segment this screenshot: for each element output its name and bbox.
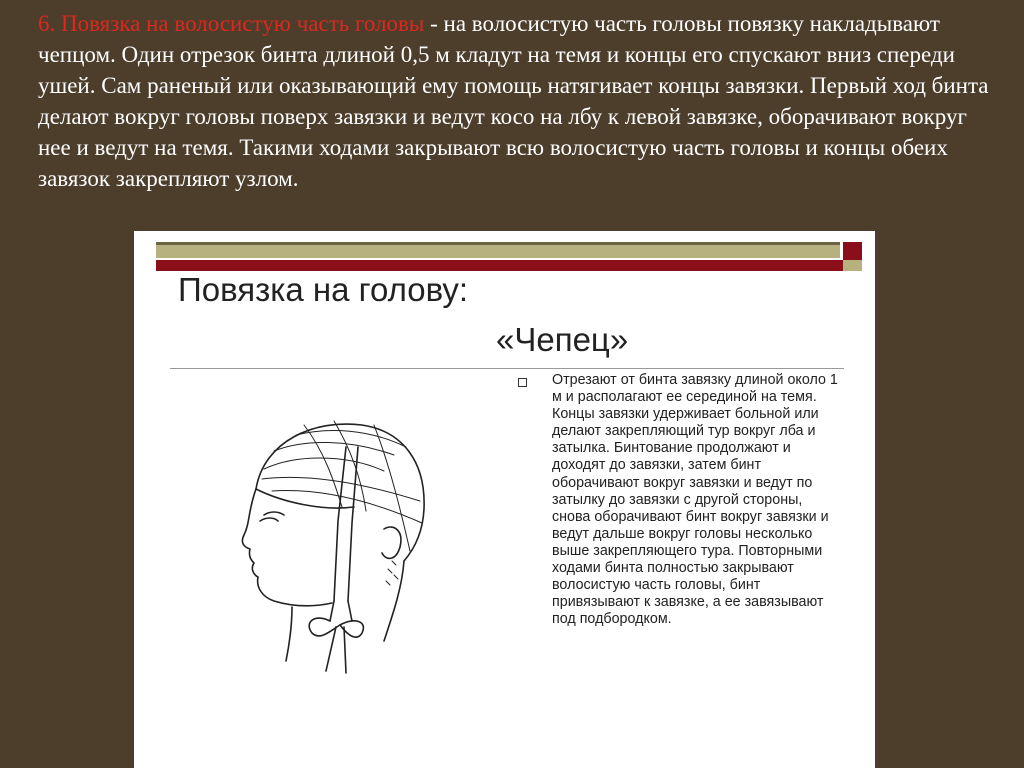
intro-heading: 6. Повязка на волосистую часть головы [38,11,425,36]
slide-corner-olive [843,260,862,271]
slide-bullet-text: Отрезают от бинта завязку длиной около 1 м и располагают ее серединой на темя. Концы завязки удерживает больной или делают закрепляющий тур вокруг лба и затылка. Бинтование продолжают и доходят до завязки, затем бинт оборачивают вокруг завязки и ведут по затылку до завязки с другой стороны, снова оборачивают бинт вокруг завязки и ведут дальше вокруг головы несколько выше закрепляющего тура. Повторными ходами бинта полностью закрывают волосистую часть головы, бинт привязывают к завязке, а ее завязывают под подбородком. [552,372,838,628]
slide-title-line2: «Чепец» [496,321,629,358]
intro-paragraph [38,8,998,194]
slide-band-red [156,260,862,271]
slide-title-line1: Повязка на голову: [178,271,469,308]
bullet-square-icon [518,378,527,387]
slide-divider [170,368,844,369]
head-bandage-cap-icon [234,411,434,683]
slide-image [134,231,875,768]
slide-band-olive [156,242,840,258]
intro-body: - на волосистую часть головы повязку накладывают чепцом. Один отрезок бинта длиной 0,5 м кладут на темя и концы его спускают вниз спереди ушей. Сам раненый или оказывающий ему помощь натягивает концы завязки. Первый ход бинта делают вокруг головы поверх завязки и ведут косо на лбу к левой завязке, оборачивают вокруг нее и ведут на темя. Такими ходами закрывают всю волосистую часть головы и концы обеих завязок закрепляют узлом. [38,11,989,191]
slide-corner-red [843,242,862,260]
